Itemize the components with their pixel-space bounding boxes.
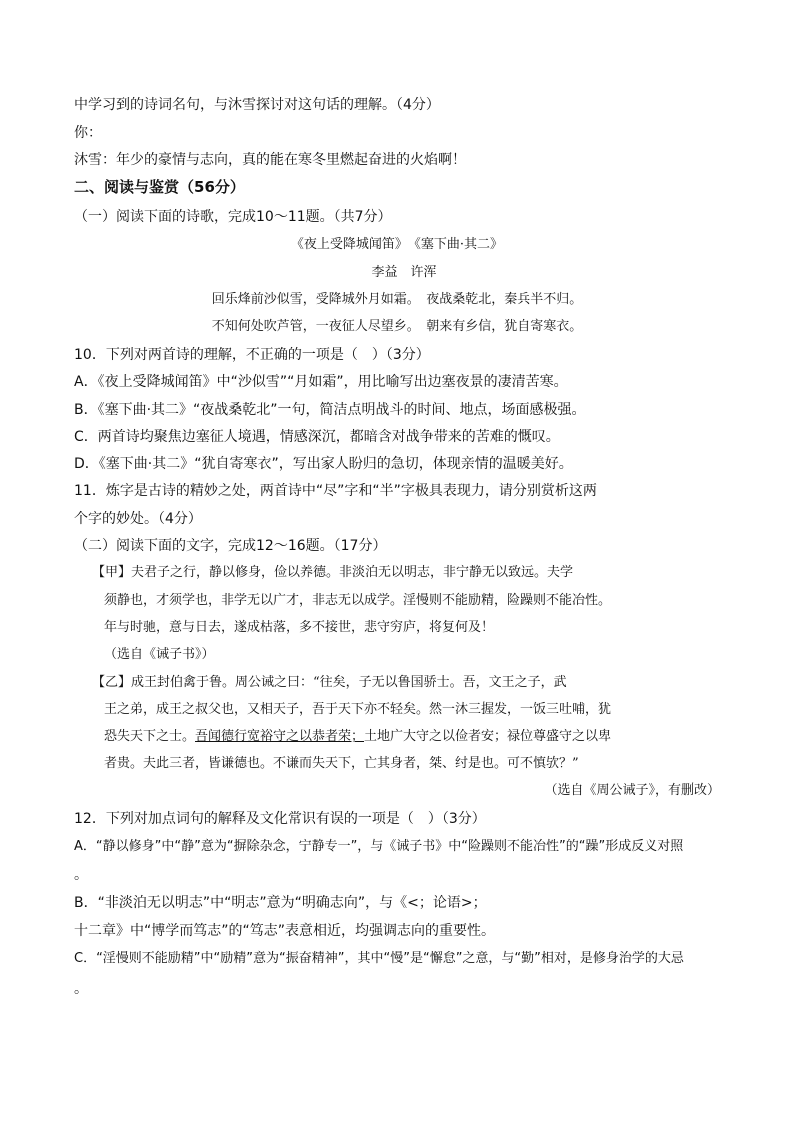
question-10-option-c: C．两首诗均聚焦边塞征人境遇，情感深沉，都暗含对战争带来的苦难的慨叹。 bbox=[74, 429, 560, 445]
passage-yi-line-4: 者贵。夫此三者，皆谦德也。不谦而失天下，亡其身者，桀、纣是也。可不慎欤？” bbox=[104, 756, 579, 771]
question-12: 12．下列对加点词句的解释及文化常识有误的一项是（ ）（3分） bbox=[74, 811, 486, 827]
passage-yi-source: （选自《周公诫子》，有删改） bbox=[544, 783, 720, 798]
answer-prompt-line: 中学习到的诗词名句，与沐雪探讨对这句话的理解。（4分） bbox=[74, 97, 440, 113]
answer-you-label: 你： bbox=[74, 125, 102, 141]
question-10-option-a: A．《夜上受降城闻笛》中“沙似雪”“月如霜”，用比喻写出边塞夜景的凄清苦寒。 bbox=[74, 374, 568, 390]
poem-authors: 李益 许浑 bbox=[371, 265, 437, 280]
part-2-intro: （二）阅读下面的文字，完成12～16题。（17分） bbox=[74, 538, 387, 554]
passage-yi-line-2: 王之弟，成王之叔父也，又相天子，吾于天下亦不轻矣。然一沐三握发，一饭三吐哺，犹 bbox=[104, 702, 612, 717]
question-11-line-2: 个字的妙处。（4分） bbox=[74, 511, 202, 527]
passage-yi-line-3 bbox=[104, 728, 611, 746]
poem-titles: 《夜上受降城闻笛》 《塞下曲·其二》 bbox=[290, 237, 504, 252]
question-12-option-a-end: 。 bbox=[74, 867, 88, 883]
passage-jia-source: （选自《诫子书》） bbox=[104, 647, 215, 662]
question-12-option-a: A．“静以修身”中“静”意为“摒除杂念，宁静专一”，与《诫子书》中“险躁则不能冶性”的“躁”形成反义对照 bbox=[74, 839, 684, 854]
passage-jia-line-1: 【甲】夫君子之行，静以修身，俭以养德。非淡泊无以明志，非宁静无以致远。夫学 bbox=[92, 565, 574, 580]
question-10: 10．下列对两首诗的理解，不正确的一项是（ ）（3分） bbox=[74, 347, 430, 363]
question-12-option-c-end: 。 bbox=[74, 981, 88, 997]
part-1-intro: （一）阅读下面的诗歌，完成10～11题。（共7分） bbox=[74, 209, 392, 225]
passage-jia-line-3: 年与时驰，意与日去，遂成枯落，多不接世，悲守穷庐，将复何及！ bbox=[104, 620, 495, 635]
passage-yi-line-3-end: 土地广大守之以俭者安；禄位尊盛守之以卑 bbox=[364, 729, 612, 744]
underlined-sentence: 吾闻德行宽裕守之以恭者荣； bbox=[195, 729, 365, 744]
passage-yi-line-3-start: 恐失天下之士。 bbox=[104, 729, 196, 744]
section-2-heading: 二、阅读与鉴赏（56分） bbox=[74, 178, 245, 196]
question-11-line-1: 11．炼字是古诗的精妙之处，两首诗中“尽”字和“半”字极具表现力，请分别赏析这两 bbox=[74, 483, 597, 499]
poem-line-1: 回乐烽前沙似雪，受降城外月如霜。 夜战桑乾北，秦兵半不归。 bbox=[211, 292, 583, 307]
question-12-option-c: C．“淫慢则不能励精”中“励精”意为“振奋精神”，其中“慢”是“懈怠”之意，与“勤”相对，是修身治学的大忌 bbox=[74, 951, 684, 966]
question-12-option-b: B．“非淡泊无以明志”中“明志”意为“明确志向”，与《<；论语>； bbox=[74, 895, 487, 911]
passage-jia-line-2: 须静也，才须学也，非学无以广才，非志无以成学。淫慢则不能励精，险躁则不能冶性。 bbox=[104, 593, 612, 608]
muxue-reply-line: 沐雪：年少的豪情与志向，真的能在寒冬里燃起奋进的火焰啊！ bbox=[74, 152, 466, 168]
question-12-option-b-cont: 十二章》中“博学而笃志”的“笃志”表意相近，均强调志向的重要性。 bbox=[74, 923, 496, 939]
passage-yi-line-1: 【乙】成王封伯禽于鲁。周公诫之曰：“往矣，子无以鲁国骄士。吾，文王之子，武 bbox=[92, 675, 567, 690]
question-10-option-d: D．《塞下曲·其二》“犹自寄寒衣”，写出家人盼归的急切，体现亲情的温暖美好。 bbox=[74, 456, 573, 472]
poem-line-2: 不知何处吹芦管，一夜征人尽望乡。 朝来有乡信，犹自寄寒衣。 bbox=[211, 319, 583, 334]
question-10-option-b: B．《塞下曲·其二》“夜战桑乾北”一句，简洁点明战斗的时间、地点，场面感极强。 bbox=[74, 402, 586, 418]
